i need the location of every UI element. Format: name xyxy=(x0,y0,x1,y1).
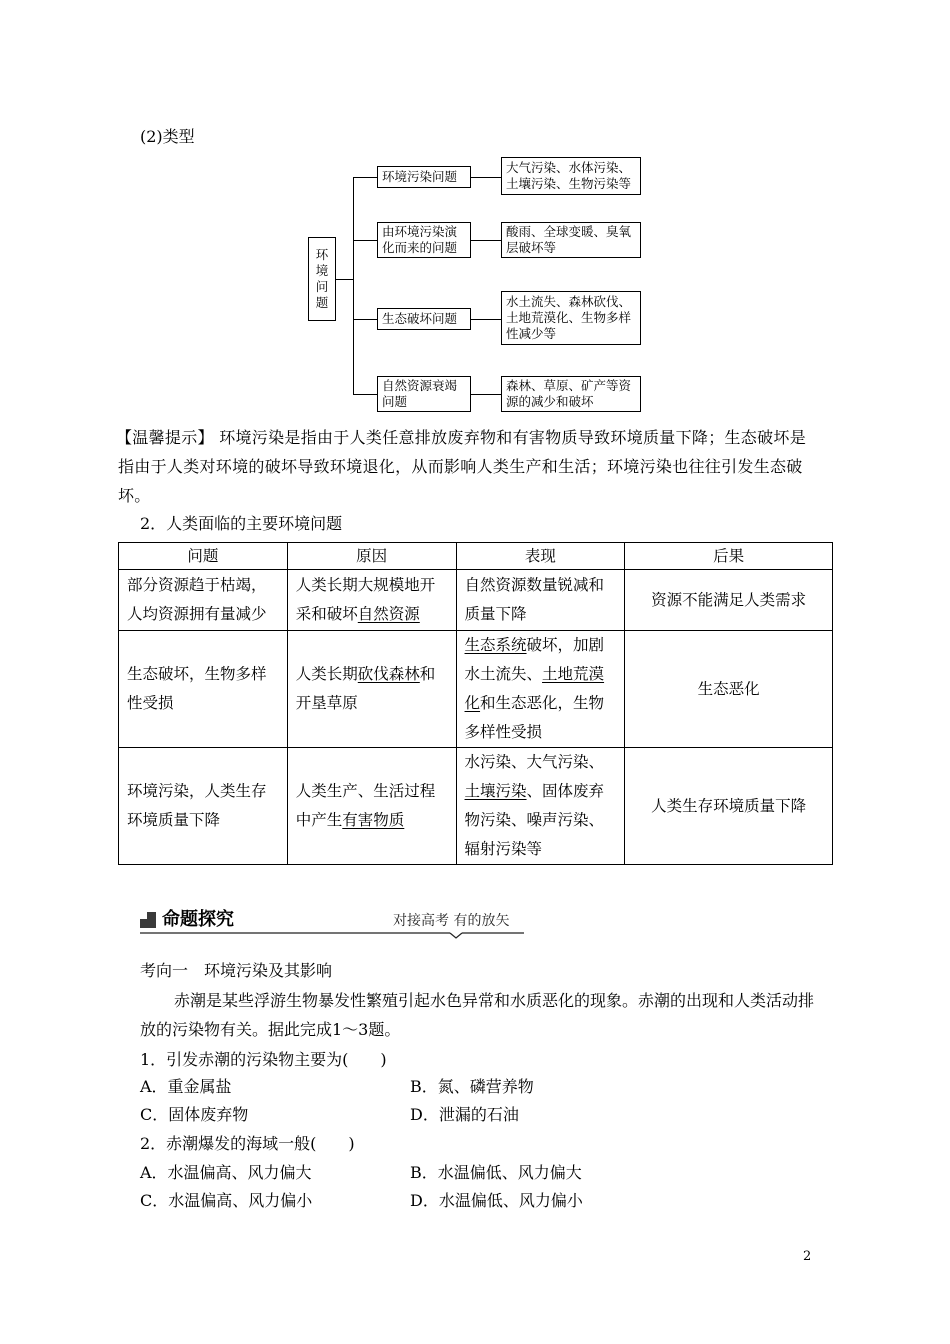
question-1-stem: 1．引发赤潮的污染物主要为( ) xyxy=(140,1050,387,1069)
q2-option-a: A．水温偏高、风力偏大 xyxy=(140,1163,312,1182)
cell-problem: 生态破坏，生物多样 性受损 xyxy=(119,631,288,748)
detail-derived: 酸雨、全球变暖、臭氧 层破坏等 xyxy=(501,222,641,258)
cell-problem: 部分资源趋于枯竭， 人均资源拥有量减少 xyxy=(119,570,288,631)
category-derived: 由环境污染演 化而来的问题 xyxy=(377,222,471,258)
cell-cause: 人类生产、生活过程 中产生有害物质 xyxy=(287,748,456,865)
banner-title: 命题探究 xyxy=(162,909,234,930)
cell-result: 生态恶化 xyxy=(625,631,833,748)
cell-show: 自然资源数量锐减和 质量下降 xyxy=(456,570,625,631)
cell-cause: 人类长期大规模地开 采和破坏自然资源 xyxy=(287,570,456,631)
cell-result: 人类生存环境质量下降 xyxy=(625,748,833,865)
tip-text: 环境污染是指由于人类任意排放废弃物和有害物质导致环境质量下降；生态破坏是指由于人类对环境的破坏导致环境退化，从而影响人类生产和生活；环境污染也往往引发生态破坏。 xyxy=(118,428,807,505)
cell-result: 资源不能满足人类需求 xyxy=(625,570,833,631)
question-2-stem: 2．赤潮爆发的海域一般( ) xyxy=(140,1134,355,1153)
header-problem: 问题 xyxy=(119,543,288,570)
q1-option-c: C．固体废弃物 xyxy=(140,1105,249,1124)
detail-ecological: 水土流失、森林砍伐、 土地荒漠化、生物多样 性减少等 xyxy=(501,291,641,345)
cell-show: 生态系统破坏，加剧 水土流失、土地荒漠 化和生态恶化，生物 多样性受损 xyxy=(456,631,625,748)
q1-option-d: D．泄漏的石油 xyxy=(410,1105,519,1124)
header-show: 表现 xyxy=(456,543,625,570)
detail-resource: 森林、草原、矿产等资 源的减少和破坏 xyxy=(501,376,641,412)
tip-paragraph xyxy=(118,423,814,510)
q2-option-b: B．水温偏低、风力偏大 xyxy=(410,1163,582,1182)
section-title: 2．人类面临的主要环境问题 xyxy=(140,514,343,533)
q2-option-c: C．水温偏高、风力偏小 xyxy=(140,1191,313,1210)
cell-problem: 环境污染，人类生存 环境质量下降 xyxy=(119,748,288,865)
direction-heading: 考向一 环境污染及其影响 xyxy=(140,961,333,980)
banner-slogan: 对接高考 有的放矢 xyxy=(393,913,510,929)
environment-problems-table xyxy=(118,542,833,865)
category-resource: 自然资源衰竭 问题 xyxy=(377,376,471,412)
banner-underline xyxy=(140,930,524,940)
tip-label: 【温馨提示】 xyxy=(116,428,214,447)
header-cause: 原因 xyxy=(287,543,456,570)
question-intro: 赤潮是某些浮游生物暴发性繁殖引起水色异常和水质恶化的现象。赤潮的出现和人类活动排放的污染物有关。据此完成1～3题。 xyxy=(140,991,815,1039)
table-row xyxy=(119,748,833,865)
diagram-root: 环 境 问 题 xyxy=(308,237,336,321)
cell-show: 水污染、大气污染、 土壤污染、固体废弃 物污染、噪声污染、 辐射污染等 xyxy=(456,748,625,865)
category-pollution: 环境污染问题 xyxy=(377,166,471,188)
table-row xyxy=(119,570,833,631)
cell-cause: 人类长期砍伐森林和 开垦草原 xyxy=(287,631,456,748)
type-heading: (2)类型 xyxy=(140,127,195,146)
q2-option-d: D．水温偏低、风力偏小 xyxy=(410,1191,583,1210)
table-row xyxy=(119,631,833,748)
q1-option-a: A．重金属盐 xyxy=(140,1077,232,1096)
detail-pollution: 大气污染、水体污染、 土壤污染、生物污染等 xyxy=(501,157,641,195)
page-number: 2 xyxy=(803,1249,812,1264)
header-result: 后果 xyxy=(625,543,833,570)
q1-option-b: B．氮、磷营养物 xyxy=(410,1077,534,1096)
category-ecological: 生态破坏问题 xyxy=(377,308,471,330)
